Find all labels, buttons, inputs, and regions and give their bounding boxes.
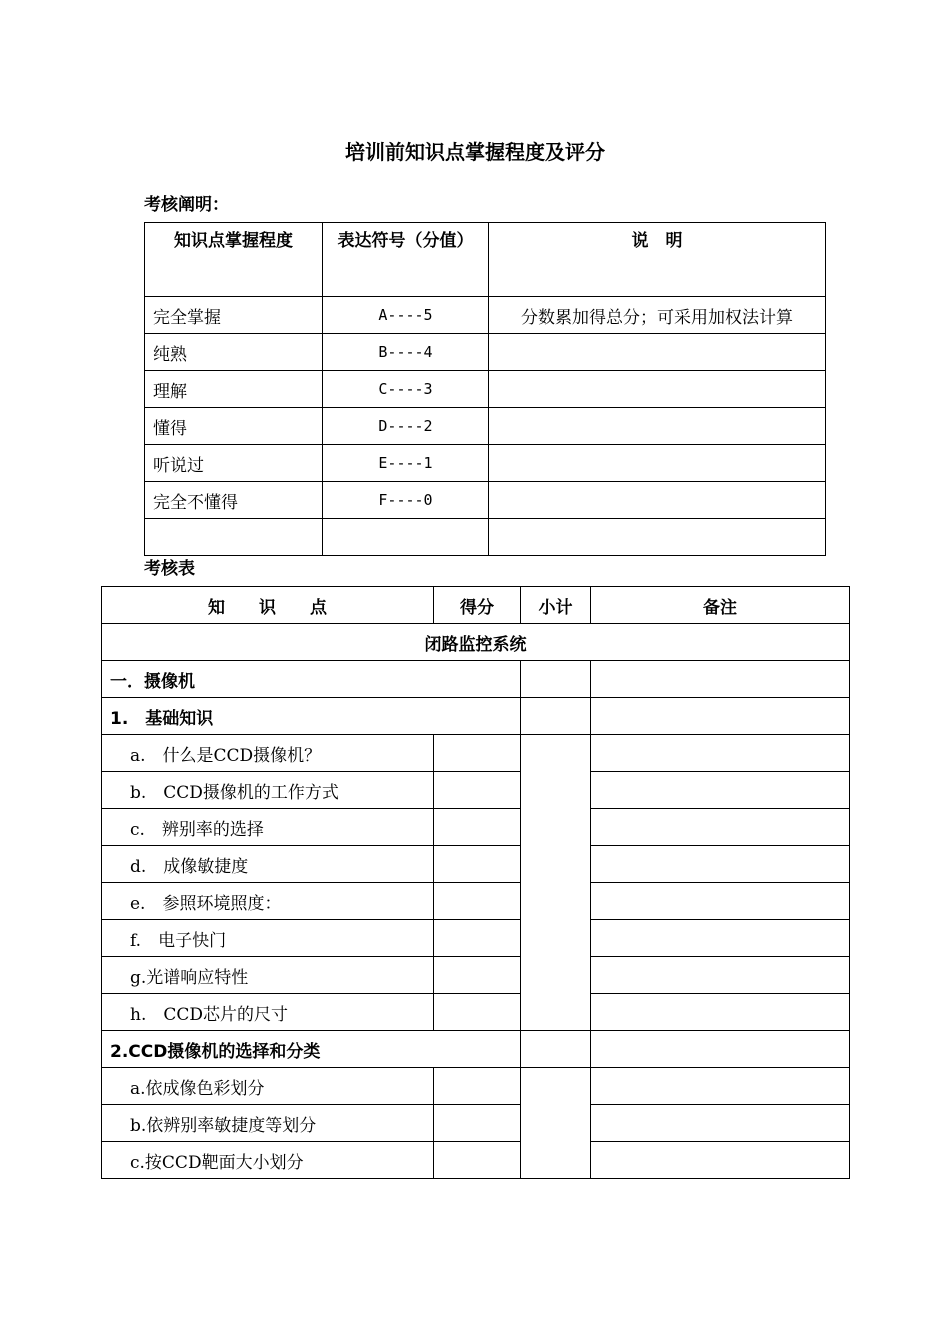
legend-row — [145, 371, 826, 408]
knowledge-item: b.依辨别率敏捷度等划分 — [102, 1105, 434, 1142]
legend-note — [489, 371, 826, 408]
remark-cell[interactable] — [591, 957, 850, 994]
subtotal-cell[interactable] — [521, 1068, 591, 1179]
legend-note — [489, 482, 826, 519]
remark-cell[interactable] — [591, 698, 850, 735]
header-knowledge: 知 识 点 — [102, 587, 434, 624]
legend-note — [489, 519, 826, 556]
score-cell[interactable] — [434, 809, 521, 846]
legend-header-symbol: 表达符号（分值） — [323, 223, 489, 297]
score-cell[interactable] — [434, 772, 521, 809]
table-row — [102, 809, 850, 846]
knowledge-item: a.依成像色彩划分 — [102, 1068, 434, 1105]
score-cell[interactable] — [434, 957, 521, 994]
knowledge-item: d. 成像敏捷度 — [102, 846, 434, 883]
header-score: 得分 — [434, 587, 521, 624]
knowledge-item: h. CCD芯片的尺寸 — [102, 994, 434, 1031]
exam-table-label: 考核表 — [144, 559, 195, 579]
remark-cell[interactable] — [591, 809, 850, 846]
header-subtotal: 小计 — [521, 587, 591, 624]
table-row — [102, 1068, 850, 1105]
remark-cell[interactable] — [591, 772, 850, 809]
scoring-legend-table — [144, 222, 826, 556]
part-title: 一．摄像机 — [102, 661, 521, 698]
table-row — [102, 994, 850, 1031]
remark-cell[interactable] — [591, 994, 850, 1031]
remark-cell[interactable] — [591, 1031, 850, 1068]
table-row — [102, 735, 850, 772]
subtotal-cell[interactable] — [521, 1031, 591, 1068]
legend-symbol: E----1 — [323, 445, 489, 482]
legend-level: 完全不懂得 — [145, 482, 323, 519]
table-row — [102, 1142, 850, 1179]
legend-note: 分数累加得总分；可采用加权法计算 — [489, 297, 826, 334]
group-title: 1. 基础知识 — [102, 698, 521, 735]
legend-level: 听说过 — [145, 445, 323, 482]
table-row — [102, 846, 850, 883]
score-cell[interactable] — [434, 994, 521, 1031]
remark-cell[interactable] — [591, 661, 850, 698]
legend-symbol: F----0 — [323, 482, 489, 519]
legend-note — [489, 334, 826, 371]
legend-header-level: 知识点掌握程度 — [145, 223, 323, 297]
remark-cell[interactable] — [591, 883, 850, 920]
legend-symbol: C----3 — [323, 371, 489, 408]
legend-symbol: D----2 — [323, 408, 489, 445]
knowledge-item: c.按CCD靶面大小划分 — [102, 1142, 434, 1179]
knowledge-item: e. 参照环境照度： — [102, 883, 434, 920]
legend-symbol: B----4 — [323, 334, 489, 371]
subtotal-cell[interactable] — [521, 735, 591, 1031]
score-cell[interactable] — [434, 846, 521, 883]
system-row — [102, 624, 850, 661]
score-cell[interactable] — [434, 1068, 521, 1105]
legend-level: 纯熟 — [145, 334, 323, 371]
knowledge-item: c. 辨别率的选择 — [102, 809, 434, 846]
table-row — [102, 957, 850, 994]
legend-level: 完全掌握 — [145, 297, 323, 334]
legend-level: 理解 — [145, 371, 323, 408]
knowledge-item: g.光谱响应特性 — [102, 957, 434, 994]
page-title: 培训前知识点掌握程度及评分 — [345, 140, 605, 164]
legend-level — [145, 519, 323, 556]
score-cell[interactable] — [434, 1105, 521, 1142]
subtotal-cell[interactable] — [521, 661, 591, 698]
legend-row — [145, 297, 826, 334]
legend-row — [145, 408, 826, 445]
assessment-note-label: 考核阐明： — [144, 195, 229, 215]
table-row — [102, 920, 850, 957]
part-row — [102, 661, 850, 698]
system-title: 闭路监控系统 — [102, 624, 850, 661]
subtotal-cell[interactable] — [521, 698, 591, 735]
legend-symbol — [323, 519, 489, 556]
knowledge-item: f. 电子快门 — [102, 920, 434, 957]
legend-row-empty — [145, 519, 826, 556]
exam-header-row — [102, 587, 850, 624]
legend-note — [489, 408, 826, 445]
exam-table — [101, 586, 850, 1179]
legend-row — [145, 482, 826, 519]
legend-note — [489, 445, 826, 482]
legend-header-note: 说 明 — [489, 223, 826, 297]
remark-cell[interactable] — [591, 920, 850, 957]
remark-cell[interactable] — [591, 735, 850, 772]
group-title: 2.CCD摄像机的选择和分类 — [102, 1031, 521, 1068]
remark-cell[interactable] — [591, 1142, 850, 1179]
group-row — [102, 698, 850, 735]
score-cell[interactable] — [434, 735, 521, 772]
table-row — [102, 1105, 850, 1142]
legend-row — [145, 334, 826, 371]
knowledge-item: b. CCD摄像机的工作方式 — [102, 772, 434, 809]
remark-cell[interactable] — [591, 1105, 850, 1142]
legend-level: 懂得 — [145, 408, 323, 445]
table-row — [102, 772, 850, 809]
legend-header-row — [145, 223, 826, 297]
group-row — [102, 1031, 850, 1068]
knowledge-item: a. 什么是CCD摄像机？ — [102, 735, 434, 772]
score-cell[interactable] — [434, 883, 521, 920]
score-cell[interactable] — [434, 920, 521, 957]
remark-cell[interactable] — [591, 846, 850, 883]
score-cell[interactable] — [434, 1142, 521, 1179]
remark-cell[interactable] — [591, 1068, 850, 1105]
legend-row — [145, 445, 826, 482]
header-remark: 备注 — [591, 587, 850, 624]
table-row — [102, 883, 850, 920]
legend-symbol: A----5 — [323, 297, 489, 334]
